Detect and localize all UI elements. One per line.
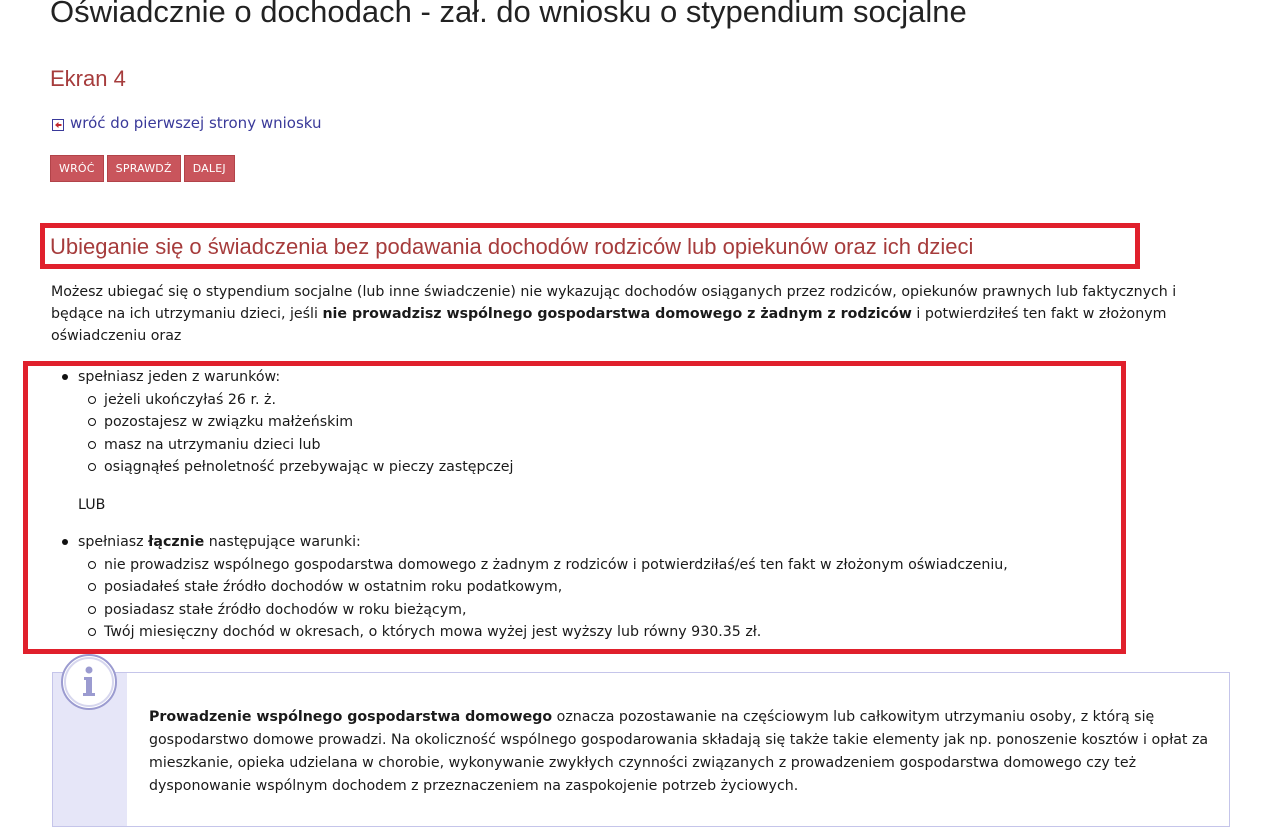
list-item: masz na utrzymaniu dzieci lub (88, 434, 1008, 457)
check-button[interactable]: SPRAWDŹ (107, 155, 181, 182)
arrow-left-box-icon (52, 117, 64, 129)
intro-text-2: i potwierdziłeś ten fakt w złożonym oświadczeniu oraz (51, 306, 1167, 344)
info-text-bold: Prowadzenie wspólnego gospodarstwa domowego (149, 709, 553, 725)
intro-text-1: Możesz ubiegać się o stypendium socjalne (lub inne świadczenie) nie wykazując dochodów osiąganych przez rodziców, opiekunów prawnych lub faktycznych i będące na ich utrzymaniu dzieci, jeśli (51, 284, 1177, 322)
list-item: pozostajesz w związku małżeńskim (88, 411, 1008, 434)
list-item: osiągnąłeś pełnoletność przebywając w pieczy zastępczej (88, 456, 1008, 479)
list-item: nie prowadzisz wspólnego gospodarstwa domowego z żadnym z rodziców i potwierdziłaś/eś ten fakt w złożonym oświadczeniu, (88, 554, 1008, 577)
screen-label: Ekran 4 (50, 66, 126, 91)
condition-group-two (60, 531, 1008, 644)
list-item: posiadałeś stałe źródło dochodów w ostatnim roku podatkowym, (88, 576, 1008, 599)
list-item: Twój miesięczny dochód w okresach, o których mowa wyżej jest wyższy lub równy 930.35 zł. (88, 621, 1008, 644)
next-button[interactable]: DALEJ (184, 155, 235, 182)
conditions-list (60, 366, 1008, 644)
back-to-first-page-link[interactable] (52, 114, 322, 132)
list-item: posiadasz stałe źródło dochodów w roku bieżącym, (88, 599, 1008, 622)
condition-group-one (60, 366, 1008, 479)
condition-group-two-label-pre: spełniasz (78, 534, 149, 550)
condition-group-one-label: spełniasz jeden z warunków: (78, 369, 281, 385)
list-item: jeżeli ukończyłaś 26 r. ż. (88, 389, 1008, 412)
or-label: LUB (78, 496, 106, 513)
back-button[interactable]: WRÓĆ (50, 155, 104, 182)
info-text-body: oznacza pozostawanie na częściowym lub całkowitym utrzymaniu osoby, z którą się gospodarstwo domowe prowadzi. Na okoliczność wspólnego gospodarowania składają się także takie elementy jak np. ponoszenie kosztów i opłat za mieszkanie, opieka udzielana w chorobie, wykonywanie zwykłych czynności związanych z prowadzeniem gospodarstwa domowego czy też dysponowanie wspólnym dochodem z przeznaczeniem na zaspokojenie potrzeb życiowych. (149, 709, 1209, 794)
intro-paragraph (51, 281, 1231, 347)
navigation-buttons (50, 155, 235, 182)
info-text (149, 706, 1219, 798)
section-heading: Ubieganie się o świadczenia bez podawania dochodów rodziców lub opiekunów oraz ich dzieci (50, 234, 974, 259)
page-title: Oświadcznie o dochodach - zał. do wniosku o stypendium socjalne (50, 0, 967, 29)
condition-group-two-label-post: następujące warunki: (204, 534, 361, 550)
condition-group-two-label-bold: łącznie (148, 534, 205, 550)
info-icon (60, 653, 118, 711)
back-link-label: wróć do pierwszej strony wniosku (70, 114, 322, 132)
intro-text-bold: nie prowadzisz wspólnego gospodarstwa domowego z żadnym z rodziców (322, 306, 912, 322)
